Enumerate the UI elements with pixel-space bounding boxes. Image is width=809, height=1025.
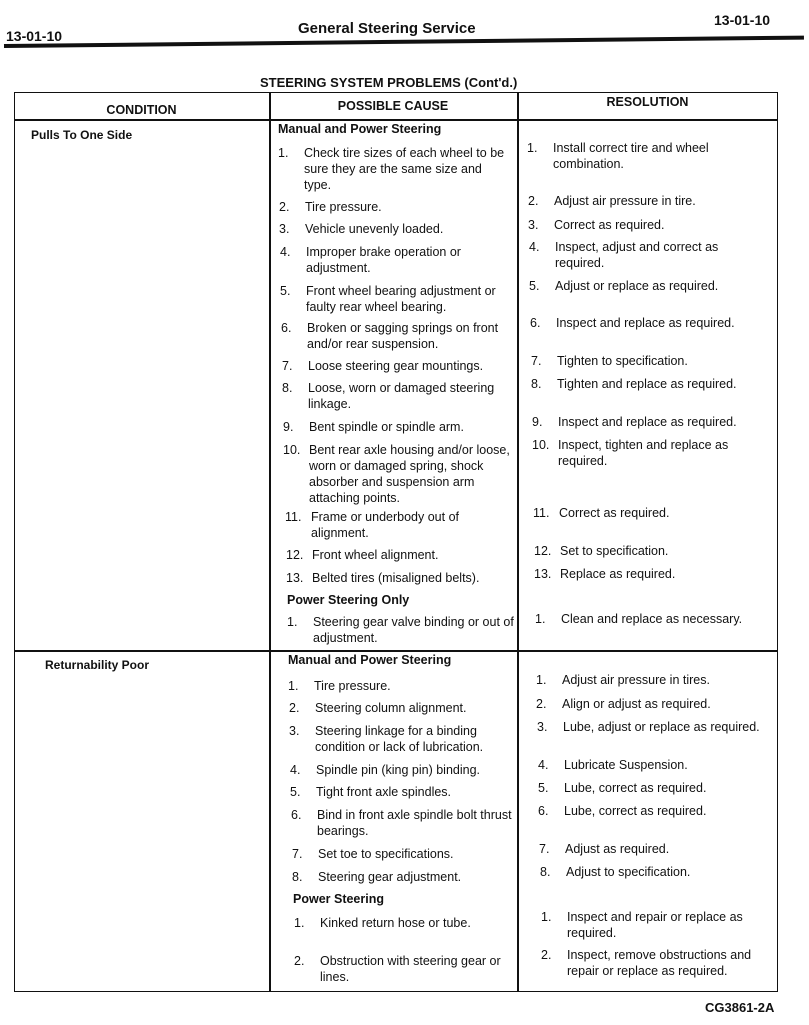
- group-heading: Manual and Power Steering: [278, 122, 442, 136]
- resolution-text: Install correct tire and wheel combination.: [553, 141, 709, 171]
- resolution-text: Replace as required.: [560, 567, 676, 581]
- column-header-resolution: RESOLUTION: [606, 95, 689, 109]
- cause-text: Steering linkage for a binding condition or lack of lubrication.: [315, 724, 484, 754]
- cause-item: [294, 915, 528, 931]
- resolution-text: Adjust as required.: [565, 842, 670, 856]
- resolution-number: 10.: [532, 438, 550, 452]
- resolution-text: Inspect, adjust and correct as required.: [555, 240, 719, 270]
- resolution-number: 1.: [541, 910, 552, 924]
- cause-number: 9.: [283, 420, 294, 434]
- cause-number: 10.: [283, 443, 301, 457]
- resolution-item: [538, 757, 774, 773]
- resolution-number: 2.: [536, 697, 547, 711]
- resolution-item: [533, 505, 769, 521]
- resolution-number: 6.: [538, 804, 549, 818]
- resolution-number: 7.: [539, 842, 550, 856]
- resolution-number: 3.: [528, 218, 539, 232]
- resolution-text: Adjust or replace as required.: [555, 279, 719, 293]
- cause-number: 8.: [292, 870, 303, 884]
- resolution-item: [535, 611, 771, 627]
- column-header-cause: POSSIBLE CAUSE: [337, 99, 449, 113]
- resolution-number: 1.: [527, 141, 538, 155]
- resolution-item: [538, 803, 774, 819]
- cause-text: Set toe to specifications.: [318, 847, 454, 861]
- cause-number: 3.: [289, 724, 300, 738]
- resolution-text: Inspect, remove obstructions and repair or replace as required.: [567, 948, 752, 978]
- resolution-item: [536, 672, 772, 688]
- cause-text: Tight front axle spindles.: [316, 785, 452, 799]
- header-row-divider: [14, 119, 778, 121]
- cause-item: [280, 283, 514, 315]
- cause-text: Loose steering gear mountings.: [308, 359, 484, 373]
- cause-number: 6.: [281, 321, 292, 335]
- resolution-item: [531, 353, 767, 369]
- resolution-item: [539, 841, 775, 857]
- cause-item: [279, 199, 513, 215]
- resolution-number: 6.: [530, 316, 541, 330]
- resolution-number: 13.: [534, 567, 552, 581]
- resolution-text: Inspect and replace as required.: [556, 316, 735, 330]
- cause-number: 13.: [286, 571, 304, 585]
- cause-text: Spindle pin (king pin) binding.: [316, 763, 480, 777]
- cause-number: 4.: [280, 245, 291, 259]
- cause-number: 8.: [282, 381, 293, 395]
- cause-item: [286, 547, 520, 563]
- cause-text: Tire pressure.: [314, 679, 391, 693]
- column-header-condition: CONDITION: [106, 103, 177, 117]
- cause-item: [289, 700, 523, 716]
- resolution-number: 7.: [531, 354, 542, 368]
- cause-text: Bind in front axle spindle bolt thrust bearings.: [317, 808, 512, 838]
- cause-item: [279, 221, 513, 237]
- resolution-item: [530, 315, 766, 331]
- cause-text: Obstruction with steering gear or lines.: [320, 954, 501, 984]
- resolution-text: Clean and replace as necessary.: [561, 612, 743, 626]
- resolution-number: 1.: [535, 612, 546, 626]
- cause-item: [290, 784, 524, 800]
- cause-text: Steering gear valve binding or out of adjustment.: [313, 615, 514, 645]
- page-number-right: 13-01-10: [714, 12, 771, 28]
- resolution-item: [538, 780, 774, 796]
- cause-text: Steering column alignment.: [315, 701, 467, 715]
- resolution-number: 11.: [533, 506, 550, 520]
- cause-number: 1.: [278, 146, 289, 160]
- cause-item: [289, 723, 523, 755]
- resolution-number: 4.: [538, 758, 549, 772]
- column-divider-1: [269, 92, 271, 992]
- resolution-number: 9.: [532, 415, 543, 429]
- cause-text: Steering gear adjustment.: [318, 870, 462, 884]
- cause-text: Broken or sagging springs on front and/or rear suspension.: [307, 321, 499, 351]
- condition-divider: [14, 650, 778, 652]
- page-number-left: 13-01-10: [6, 28, 63, 44]
- resolution-item: [531, 376, 767, 392]
- resolution-text: Tighten and replace as required.: [557, 377, 737, 391]
- cause-number: 1.: [294, 916, 305, 930]
- resolution-number: 8.: [540, 865, 551, 879]
- cause-item: [278, 145, 512, 193]
- cause-text: Front wheel bearing adjustment or faulty rear wheel bearing.: [306, 284, 496, 314]
- group-heading: Power Steering: [293, 892, 384, 906]
- cause-text: Improper brake operation or adjustment.: [306, 245, 461, 275]
- resolution-text: Tighten to specification.: [557, 354, 688, 368]
- resolution-item: [528, 217, 764, 233]
- figure-code: CG3861-2A: [705, 1000, 775, 1015]
- cause-number: 3.: [279, 222, 290, 236]
- cause-text: Check tire sizes of each wheel to be sure they are the same size and type.: [304, 146, 505, 192]
- resolution-item: [532, 437, 768, 469]
- cause-item: [282, 358, 516, 374]
- resolution-text: Adjust air pressure in tires.: [562, 673, 710, 687]
- condition-label: Pulls To One Side: [31, 128, 133, 142]
- cause-number: 2.: [294, 954, 305, 968]
- cause-item: [282, 380, 516, 412]
- cause-item: [281, 320, 515, 352]
- resolution-item: [529, 278, 765, 294]
- resolution-text: Inspect and replace as required.: [558, 415, 737, 429]
- resolution-item: [534, 566, 770, 582]
- resolution-text: Lubricate Suspension.: [564, 758, 688, 772]
- resolution-text: Lube, adjust or replace as required.: [563, 720, 760, 734]
- cause-text: Tire pressure.: [305, 200, 382, 214]
- resolution-text: Adjust to specification.: [566, 865, 691, 879]
- group-heading: Power Steering Only: [287, 593, 410, 607]
- cause-text: Frame or underbody out of alignment.: [311, 510, 459, 540]
- cause-number: 5.: [280, 284, 291, 298]
- resolution-text: Correct as required.: [559, 506, 670, 520]
- resolution-number: 4.: [529, 240, 540, 254]
- cause-item: [292, 869, 526, 885]
- cause-text: Bent rear axle housing and/or loose, worn or damaged spring, shock absorber and suspension arm attaching points.: [309, 443, 510, 505]
- cause-number: 4.: [290, 763, 301, 777]
- resolution-item: [537, 719, 773, 735]
- resolution-number: 5.: [529, 279, 540, 293]
- resolution-item: [527, 140, 763, 172]
- cause-text: Belted tires (misaligned belts).: [312, 571, 480, 585]
- header-rule: [4, 36, 804, 48]
- cause-number: 2.: [279, 200, 290, 214]
- cause-number: 12.: [286, 548, 304, 562]
- cause-text: Vehicle unevenly loaded.: [305, 222, 444, 236]
- cause-text: Kinked return hose or tube.: [320, 916, 471, 930]
- cause-item: [285, 509, 519, 541]
- cause-number: 6.: [291, 808, 302, 822]
- resolution-number: 12.: [534, 544, 552, 558]
- resolution-text: Set to specification.: [560, 544, 669, 558]
- cause-number: 1.: [288, 679, 299, 693]
- cause-item: [288, 678, 522, 694]
- cause-number: 1.: [287, 615, 298, 629]
- cause-item: [283, 442, 517, 506]
- cause-item: [291, 807, 525, 839]
- cause-text: Bent spindle or spindle arm.: [309, 420, 464, 434]
- resolution-number: 5.: [538, 781, 549, 795]
- resolution-text: Adjust air pressure in tire.: [554, 194, 696, 208]
- resolution-text: Correct as required.: [554, 218, 665, 232]
- resolution-item: [540, 864, 776, 880]
- resolution-text: Lube, correct as required.: [564, 781, 707, 795]
- resolution-item: [528, 193, 764, 209]
- resolution-text: Inspect, tighten and replace as required.: [558, 438, 729, 468]
- resolution-number: 3.: [537, 720, 548, 734]
- cause-item: [283, 419, 517, 435]
- resolution-item: [529, 239, 765, 271]
- resolution-item: [541, 909, 777, 941]
- cause-item: [290, 762, 524, 778]
- cause-item: [280, 244, 514, 276]
- cause-number: 7.: [292, 847, 303, 861]
- condition-label: Returnability Poor: [45, 658, 150, 672]
- cause-number: 11.: [285, 510, 302, 524]
- resolution-number: 2.: [541, 948, 552, 962]
- resolution-item: [532, 414, 768, 430]
- cause-item: [294, 953, 528, 985]
- resolution-item: [541, 947, 777, 979]
- resolution-number: 2.: [528, 194, 539, 208]
- cause-number: 7.: [282, 359, 293, 373]
- cause-item: [287, 614, 521, 646]
- cause-number: 5.: [290, 785, 301, 799]
- cause-text: Front wheel alignment.: [312, 548, 439, 562]
- resolution-item: [534, 543, 770, 559]
- resolution-text: Align or adjust as required.: [562, 697, 711, 711]
- table-title: STEERING SYSTEM PROBLEMS (Cont'd.): [260, 75, 518, 90]
- cause-number: 2.: [289, 701, 300, 715]
- cause-item: [286, 570, 520, 586]
- page-title: General Steering Service: [298, 20, 476, 37]
- group-heading: Manual and Power Steering: [288, 653, 452, 667]
- resolution-text: Lube, correct as required.: [564, 804, 707, 818]
- resolution-number: 1.: [536, 673, 547, 687]
- resolution-number: 8.: [531, 377, 542, 391]
- cause-text: Loose, worn or damaged steering linkage.: [308, 381, 495, 411]
- resolution-text: Inspect and repair or replace as required.: [567, 910, 743, 940]
- cause-item: [292, 846, 526, 862]
- resolution-item: [536, 696, 772, 712]
